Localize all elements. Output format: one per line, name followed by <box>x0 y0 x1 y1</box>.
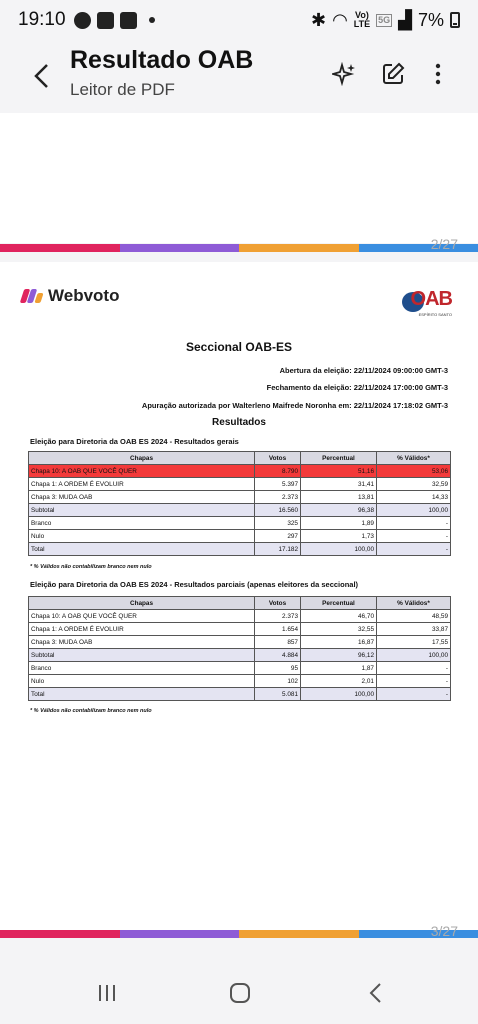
cell-validos: - <box>377 688 451 701</box>
general-results-body <box>29 465 451 556</box>
cell-percentual: 2,01 <box>301 675 377 688</box>
partial-results-heading: Eleição para Diretoria da OAB ES 2024 - Resultados parciais (apenas eleitores da seccional) <box>30 580 359 589</box>
table-row <box>29 662 451 675</box>
cell-votos: 325 <box>255 517 301 530</box>
cell-percentual: 96,38 <box>301 504 377 517</box>
cell-percentual: 46,70 <box>301 610 377 623</box>
table-header-row <box>29 597 451 610</box>
cell-chapa: Total <box>29 688 255 701</box>
cell-votos: 857 <box>255 636 301 649</box>
page-stripe-top <box>0 244 478 252</box>
cell-percentual: 16,87 <box>301 636 377 649</box>
cell-percentual: 32,55 <box>301 623 377 636</box>
col-chapas: Chapas <box>29 452 255 465</box>
battery-icon <box>450 12 460 28</box>
table-header-row <box>29 452 451 465</box>
cell-votos: 1.654 <box>255 623 301 636</box>
cell-chapa: Chapa 10: A OAB QUE VOCÊ QUER <box>29 610 255 623</box>
edit-button[interactable] <box>379 60 407 88</box>
whatsapp-icon <box>74 12 91 29</box>
table-row <box>29 610 451 623</box>
page-number-current: 3/27 <box>430 923 458 939</box>
stripe-pink <box>0 930 120 938</box>
col-percentual: Percentual <box>301 452 377 465</box>
stripe-blue <box>359 930 478 938</box>
signal-icon: ▟ <box>398 9 412 30</box>
partial-results-body <box>29 610 451 701</box>
app-bar <box>0 40 478 112</box>
cell-validos: - <box>377 662 451 675</box>
stripe-orange <box>239 244 359 252</box>
network-gen: 5G <box>378 14 391 25</box>
table-row <box>29 517 451 530</box>
table-row <box>29 465 451 478</box>
pdf-page-current <box>0 262 478 930</box>
results-heading: Resultados <box>212 417 266 428</box>
more-options-button[interactable] <box>424 60 452 88</box>
col-validos: % Válidos* <box>377 597 451 610</box>
table-row <box>29 491 451 504</box>
brand-name: Webvoto <box>48 286 120 305</box>
table-row <box>29 675 451 688</box>
cell-validos: 33,87 <box>377 623 451 636</box>
document-title: Seccional OAB-ES <box>185 340 293 354</box>
home-button[interactable] <box>225 982 255 1011</box>
back-nav-button[interactable] <box>360 982 390 1011</box>
cell-votos: 2.373 <box>255 491 301 504</box>
col-percentual: Percentual <box>301 597 377 610</box>
status-bar <box>0 0 478 40</box>
cell-percentual: 96,12 <box>301 649 377 662</box>
cell-chapa: Branco <box>29 517 255 530</box>
cell-percentual: 1,87 <box>301 662 377 675</box>
cell-chapa: Chapa 3: MUDA OAB <box>29 636 255 649</box>
table-row <box>29 623 451 636</box>
cell-chapa: Branco <box>29 662 255 675</box>
home-icon <box>229 982 251 1004</box>
recent-apps-icon <box>97 983 117 1003</box>
back-arrow-icon <box>33 63 49 89</box>
table-row <box>29 478 451 491</box>
general-results-table <box>28 451 451 556</box>
table-row <box>29 688 451 701</box>
volte-label: Vo) LTE <box>353 10 371 29</box>
cell-validos: 100,00 <box>377 504 451 517</box>
cell-validos: 17,55 <box>377 636 451 649</box>
cell-votos: 2.373 <box>255 610 301 623</box>
stripe-purple <box>120 244 240 252</box>
cell-votos: 95 <box>255 662 301 675</box>
table-row <box>29 504 451 517</box>
stripe-pink <box>0 244 120 252</box>
col-validos: % Válidos* <box>377 452 451 465</box>
page-number-previous: 2/27 <box>430 236 458 252</box>
stripe-blue <box>359 244 478 252</box>
cell-votos: 5.081 <box>255 688 301 701</box>
col-votos: Votos <box>255 452 301 465</box>
cell-percentual: 100,00 <box>301 688 377 701</box>
ai-button[interactable] <box>330 60 358 88</box>
cell-chapa: Subtotal <box>29 504 255 517</box>
cell-chapa: Chapa 10: A OAB QUE VOCÊ QUER <box>29 465 255 478</box>
cell-validos: - <box>377 517 451 530</box>
cell-percentual: 13,81 <box>301 491 377 504</box>
partial-results-table <box>28 596 451 701</box>
back-button[interactable] <box>26 58 56 94</box>
cell-chapa: Chapa 3: MUDA OAB <box>29 491 255 504</box>
stripe-orange <box>239 930 359 938</box>
cell-percentual: 100,00 <box>301 543 377 556</box>
general-results-note: * % Válidos não contabilizam branco nem nulo <box>30 564 152 570</box>
cell-votos: 8.790 <box>255 465 301 478</box>
oab-logo-text: OAB <box>410 288 452 310</box>
cell-validos: - <box>377 543 451 556</box>
gallery-icon <box>97 12 114 29</box>
page-stripe-bottom <box>0 930 478 938</box>
status-time: 19:10 <box>18 9 66 30</box>
bluetooth-icon: ✱ <box>310 9 327 30</box>
webvoto-mark-icon <box>22 287 42 305</box>
col-chapas: Chapas <box>29 597 255 610</box>
cell-votos: 4.884 <box>255 649 301 662</box>
cell-validos: 32,59 <box>377 478 451 491</box>
cell-chapa: Nulo <box>29 675 255 688</box>
cell-votos: 17.182 <box>255 543 301 556</box>
recent-apps-button[interactable] <box>92 982 122 1010</box>
oab-logo <box>400 286 456 320</box>
back-nav-icon <box>368 982 382 1004</box>
table-row <box>29 543 451 556</box>
more-notifications-icon <box>149 17 155 23</box>
cell-votos: 102 <box>255 675 301 688</box>
stripe-purple <box>120 930 240 938</box>
page-subtitle: Leitor de PDF <box>70 80 175 99</box>
meta-opening: Abertura da eleição: 22/11/2024 09:00:00 GMT-3 <box>279 366 448 375</box>
partial-results-note: * % Válidos não contabilizam branco nem nulo <box>30 708 152 714</box>
cell-validos: 14,33 <box>377 491 451 504</box>
cell-chapa: Subtotal <box>29 649 255 662</box>
cell-validos: 53,06 <box>377 465 451 478</box>
col-votos: Votos <box>255 597 301 610</box>
table-row <box>29 649 451 662</box>
cell-chapa: Nulo <box>29 530 255 543</box>
cell-votos: 297 <box>255 530 301 543</box>
cell-percentual: 51,16 <box>301 465 377 478</box>
cell-percentual: 1,73 <box>301 530 377 543</box>
cell-validos: - <box>377 530 451 543</box>
meta-authorized: Apuração autorizada por Walterleno Maifrede Noronha em: 22/11/2024 17:18:02 GMT-3 <box>141 401 448 410</box>
cell-chapa: Total <box>29 543 255 556</box>
battery-level: 7% <box>417 9 444 30</box>
cell-chapa: Chapa 1: A ORDEM É EVOLUIR <box>29 478 255 491</box>
wifi-icon: ◠ <box>332 9 348 30</box>
sparkle-icon <box>332 62 356 86</box>
webvoto-logo <box>22 286 119 306</box>
general-results-heading: Eleição para Diretoria da OAB ES 2024 - Resultados gerais <box>30 437 239 446</box>
meta-closing: Fechamento da eleição: 22/11/2024 17:00:00 GMT-3 <box>266 383 448 392</box>
cell-chapa: Chapa 1: A ORDEM É EVOLUIR <box>29 623 255 636</box>
oab-logo-sub: ESPÍRITO SANTO <box>418 312 452 317</box>
table-row <box>29 636 451 649</box>
cell-validos: 100,00 <box>377 649 451 662</box>
cell-percentual: 31,41 <box>301 478 377 491</box>
edit-icon <box>381 62 405 86</box>
pdf-page-previous <box>0 113 478 243</box>
system-nav-bar <box>0 964 478 1024</box>
more-vertical-icon <box>435 63 441 85</box>
cell-validos: - <box>377 675 451 688</box>
cell-validos: 48,59 <box>377 610 451 623</box>
cell-votos: 5.397 <box>255 478 301 491</box>
cell-percentual: 1,89 <box>301 517 377 530</box>
youtube-icon <box>120 12 137 29</box>
table-row <box>29 530 451 543</box>
page-title: Resultado OAB <box>70 46 254 74</box>
cell-votos: 16.560 <box>255 504 301 517</box>
